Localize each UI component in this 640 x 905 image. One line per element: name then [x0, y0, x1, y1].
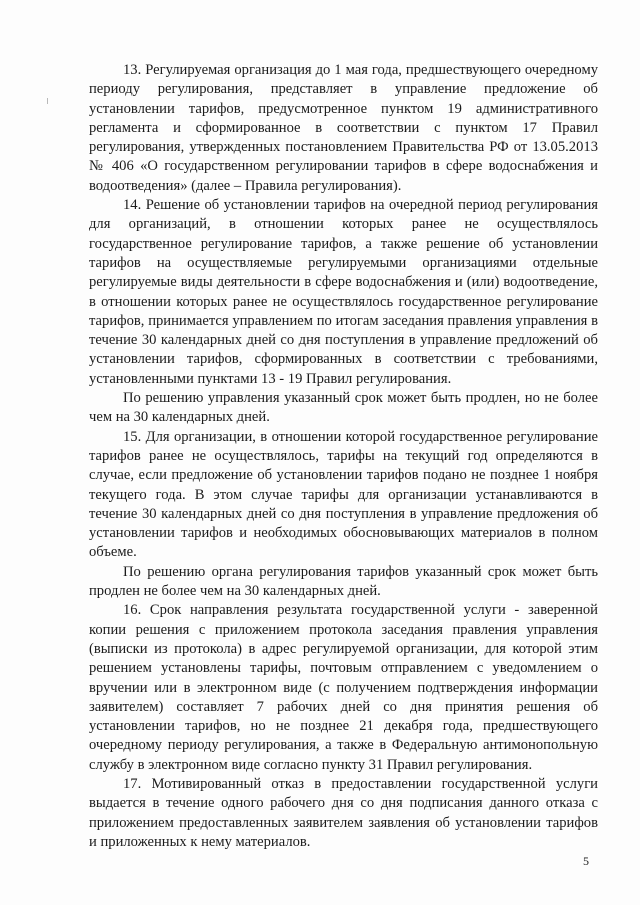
paragraph-14: 14. Решение об установлении тарифов на очередной период регулирования для организаций, в отношении которых ранее не осуществлялось государственное регулирование тарифов, а также решение об установлении тарифов на осуществляемые регулируемыми организациями отдельные регулируемые виды деятельности в сфере водоснабжения и (или) водоотведение, в отношении которых ранее не осуществлялось государственное регулирование тарифов, принимается управлением по итогам заседания правления управления в течение 30 календарных дней со дня поступления в управление предложений об установлении тарифов, сформированных в соответствии с требованиями, установленными пунктами 13 - 19 Правил регулирования. [89, 197, 598, 387]
paragraph-16: 16. Срок направления результата государственной услуги - заверенной копии решения с приложением протокола заседания правления управления (выписки из протокола) в адрес регулируемой организации, для которой этим решением установлены тарифы, почтовым отправлением с уведомлением о вручении или в электронном виде (с получением подтверждения информации заявителем) составляет 7 рабочих дней со дня принятия решения об установлении тарифов, но не позднее 21 декабря года, предшествующего очередному периоду регулирования, а также в Федеральную антимонопольную службу в электронном виде согласно пункту 31 Правил регулирования. [89, 602, 598, 773]
paragraph-13: 13. Регулируемая организация до 1 мая года, предшествующего очередному периоду регулирования, представляет в управление предложение об установлении тарифов, предусмотренное пунктом 19 административного регламента и сформированное в соответствии с пунктом 17 Правил регулирования, утвержденных постановлением Правительства РФ от 13.05.2013 № 406 «О государственном регулировании тарифов в сфере водоснабжения и водоотведения» (далее – Правила регулирования). [89, 62, 598, 194]
page-number: 5 [583, 854, 589, 868]
scan-mark [47, 98, 48, 104]
document-body [89, 61, 598, 852]
paragraph-15-extension: По решению органа регулирования тарифов указанный срок может быть продлен не более чем на 30 календарных дней. [89, 563, 598, 600]
paragraph-17: 17. Мотивированный отказ в предоставлении государственной услуги выдается в течение одного рабочего дня со дня подписания данного отказа с приложением предоставленных заявителем заявления об установлении тарифов и приложенных к нему материалов. [89, 775, 598, 850]
paragraph-14-extension: По решению управления указанный срок может быть продлен, но не более чем на 30 календарных дней. [89, 390, 598, 426]
paragraph-15: 15. Для организации, в отношении которой государственное регулирование тарифов ранее не осуществлялось, тарифы на текущий год определяются в случае, если предложение об установлении тарифов подано не позднее 1 ноября текущего года. В этом случае тарифы для организации устанавливаются в течение 30 календарных дней со дня поступления в управление предложения об установлении тарифов и необходимых обосновывающих материалов в полном объеме. [89, 428, 598, 561]
